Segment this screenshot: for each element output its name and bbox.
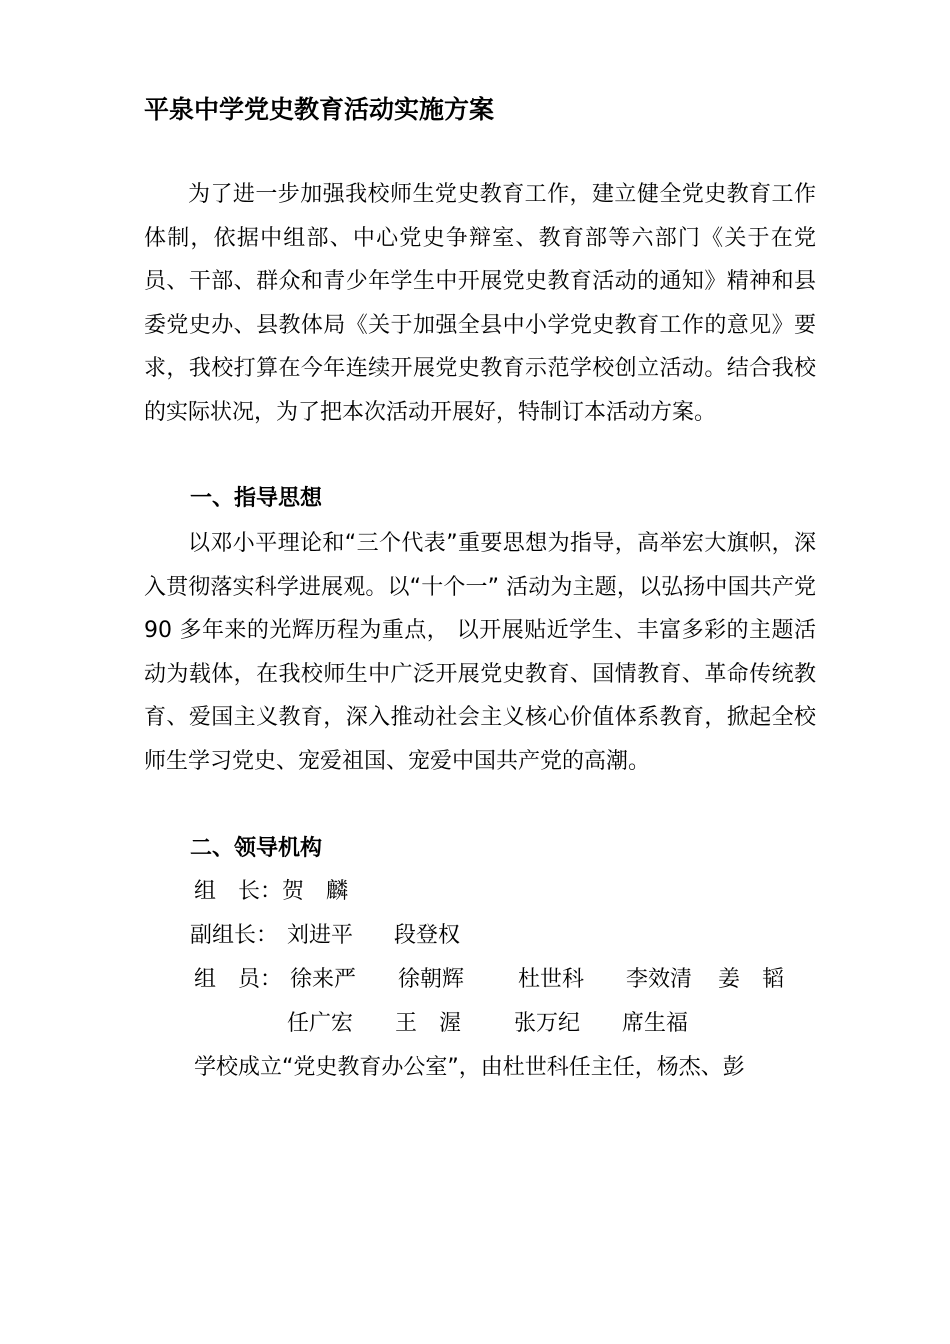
member-name: 王 渥: [395, 1011, 462, 1036]
office-note: 学校成立“党史教育办公室”，由杜世科任主任，杨杰、彭: [194, 1055, 745, 1080]
member-name: 徐来严: [290, 967, 357, 992]
members-label: 组 员：: [194, 967, 283, 992]
page-title: 平泉中学党史教育活动实施方案: [144, 95, 495, 124]
member-name: 席生福: [622, 1011, 689, 1036]
intro-paragraph: 为了进一步加强我校师生党史教育工作，建立健全党史教育工作体制，依据中组部、中心党史争辩室、教育部等六部门《关于在党员、干部、群众和青少年学生中开展党史教育活动的通知》精神和县委党史办、县教体局《关于加强全县中小学党史教育工作的意见》要求，我校打算在今年连续开展党史教育示范学校创立活动。结合我校的实际状况，为了把本次活动开展好，特制订本活动方案。: [144, 182, 816, 425]
deputy-name: 段登权: [394, 923, 461, 948]
member-name: 徐朝辉: [398, 967, 465, 992]
member-name: 张万纪: [514, 1011, 581, 1036]
guiding-ideology-paragraph: 以邓小平理论和“三个代表”重要思想为指导，高举宏大旗帜，深入贯彻落实科学进展观。以“十个一” 活动为主题，以弘扬中国共产党 90 多年来的光辉历程为重点， 以开展贴近学生、丰富多彩的主题活动为载体，在我校师生中广泛开展党史教育、国情教育、革命传统教育、爱国主义教育，深入推动社会主义核心价值体系教育，掀起全校师生学习党史、宠爱祖国、宠爱中国共产党的高潮。: [144, 531, 816, 774]
leader-label: 组 长：: [194, 879, 283, 904]
section-heading-guiding-ideology: 一、指导思想: [190, 486, 323, 511]
leader-row: [194, 877, 348, 907]
leader-name: 贺 麟: [282, 879, 349, 904]
deputy-name: 刘进平: [287, 923, 354, 948]
member-name: 杜世科: [518, 967, 585, 992]
member-name: 姜 韬: [718, 967, 785, 992]
member-name: 李效清: [626, 967, 693, 992]
deputy-label: 副组长：: [190, 923, 279, 948]
member-name: 任广宏: [287, 1011, 354, 1036]
section-heading-leadership: 二、领导机构: [190, 836, 323, 861]
